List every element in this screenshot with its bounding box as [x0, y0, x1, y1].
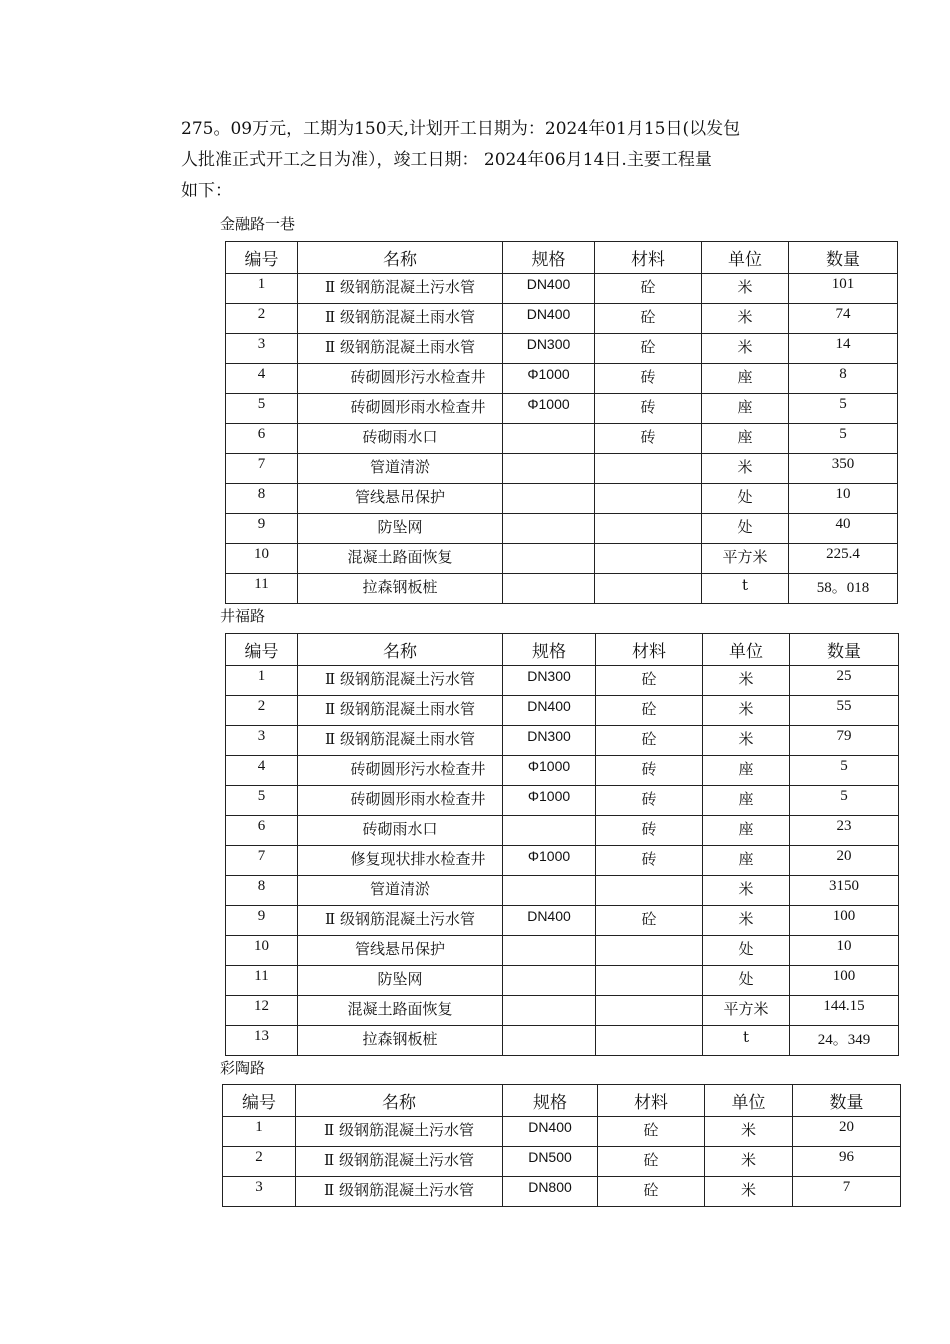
cell-spec: DN400: [503, 906, 596, 936]
cell-material: [595, 574, 702, 604]
cell-quantity: 225.4: [789, 544, 898, 574]
header-number: 编号: [223, 1085, 296, 1117]
cell-spec: [503, 514, 595, 544]
cell-spec: Φ1000: [503, 786, 596, 816]
cell-unit: 座: [703, 786, 790, 816]
intro-paragraph: [181, 114, 821, 207]
cell-material: 砼: [598, 1117, 705, 1147]
cell-unit: 座: [703, 816, 790, 846]
table-row: [223, 1117, 901, 1147]
cell-spec: [503, 544, 595, 574]
cell-quantity: 10: [789, 484, 898, 514]
cell-unit: 处: [702, 514, 789, 544]
cell-number: 6: [226, 816, 298, 846]
table-row: [226, 696, 899, 726]
cell-unit: 平方米: [703, 996, 790, 1026]
cell-number: 1: [226, 274, 298, 304]
header-name: 名称: [298, 242, 503, 274]
cell-material: [596, 876, 703, 906]
cell-name: Ⅱ 级钢筋混凝土污水管: [298, 274, 503, 304]
cell-number: 9: [226, 514, 298, 544]
cell-name: 砖砌圆形污水检查井: [298, 364, 503, 394]
cell-name: Ⅱ 级钢筋混凝土污水管: [296, 1177, 503, 1207]
cell-material: 砖: [596, 816, 703, 846]
cell-spec: [503, 816, 596, 846]
table-row: [226, 786, 899, 816]
cell-quantity: 96: [793, 1147, 901, 1177]
header-name: 名称: [296, 1085, 503, 1117]
cell-number: 2: [226, 304, 298, 334]
cell-unit: 米: [702, 454, 789, 484]
cell-material: 砼: [598, 1177, 705, 1207]
table-row: [223, 1147, 901, 1177]
cell-unit: 座: [703, 846, 790, 876]
header-name: 名称: [298, 634, 503, 666]
cell-number: 4: [226, 756, 298, 786]
table-header-row: [226, 634, 899, 666]
cell-number: 10: [226, 544, 298, 574]
cell-quantity: 79: [790, 726, 899, 756]
cell-material: [595, 514, 702, 544]
cell-number: 2: [223, 1147, 296, 1177]
header-unit: 单位: [703, 634, 790, 666]
cell-name: 砖砌雨水口: [298, 424, 503, 454]
section-title-jinronglu: 金融路一巷: [220, 215, 296, 233]
table-row: [226, 574, 898, 604]
table-row: [226, 966, 899, 996]
table-row: [226, 274, 898, 304]
quantity-table-jinronglu: [225, 241, 898, 604]
cell-name: 砖砌圆形污水检查井: [298, 756, 503, 786]
cell-material: [595, 484, 702, 514]
cell-number: 13: [226, 1026, 298, 1056]
header-material: 材料: [595, 242, 702, 274]
cell-material: [596, 936, 703, 966]
cell-quantity: 20: [793, 1117, 901, 1147]
cell-number: 9: [226, 906, 298, 936]
cell-spec: DN400: [503, 696, 596, 726]
cell-number: 12: [226, 996, 298, 1026]
cell-name: Ⅱ 级钢筋混凝土污水管: [296, 1147, 503, 1177]
cell-name: 拉森钢板桩: [298, 574, 503, 604]
cell-quantity: 14: [789, 334, 898, 364]
cell-spec: [503, 876, 596, 906]
cell-spec: DN400: [503, 1117, 598, 1147]
table-row: [223, 1177, 901, 1207]
intro-line-3: 如下：: [181, 181, 232, 201]
cell-unit: t: [703, 1026, 790, 1056]
cell-quantity: 144.15: [790, 996, 899, 1026]
cell-material: 砖: [596, 786, 703, 816]
cell-unit: 米: [705, 1177, 793, 1207]
cell-material: [596, 966, 703, 996]
cell-name: 砖砌圆形雨水检查井: [298, 394, 503, 424]
cell-spec: [503, 454, 595, 484]
table-row: [226, 846, 899, 876]
cell-quantity: 5: [790, 786, 899, 816]
cell-name: Ⅱ 级钢筋混凝土雨水管: [298, 726, 503, 756]
cell-spec: [503, 966, 596, 996]
cell-unit: 米: [705, 1117, 793, 1147]
intro-line-1: 275。09万元，工期为150天,计划开工日期为：2024年01月15日(以发包: [181, 119, 741, 139]
table-row: [226, 424, 898, 454]
cell-quantity: 100: [790, 906, 899, 936]
cell-spec: Φ1000: [503, 846, 596, 876]
table-row: [226, 1026, 899, 1056]
cell-quantity: 74: [789, 304, 898, 334]
table-row: [226, 334, 898, 364]
cell-material: 砖: [595, 424, 702, 454]
table-row: [226, 364, 898, 394]
section-title-caitaolu: 彩陶路: [220, 1059, 266, 1077]
cell-name: 管道清淤: [298, 876, 503, 906]
cell-number: 3: [223, 1177, 296, 1207]
header-spec: 规格: [503, 634, 596, 666]
table-header-row: [223, 1085, 901, 1117]
table-row: [226, 304, 898, 334]
cell-spec: DN800: [503, 1177, 598, 1207]
cell-material: 砼: [595, 334, 702, 364]
cell-unit: 米: [702, 274, 789, 304]
table-row: [226, 996, 899, 1026]
cell-name: 管线悬吊保护: [298, 484, 503, 514]
header-quantity: 数量: [789, 242, 898, 274]
table-row: [226, 394, 898, 424]
cell-name: Ⅱ 级钢筋混凝土污水管: [296, 1117, 503, 1147]
cell-number: 1: [226, 666, 298, 696]
cell-material: 砖: [596, 756, 703, 786]
cell-number: 2: [226, 696, 298, 726]
cell-material: 砼: [595, 304, 702, 334]
cell-quantity: 101: [789, 274, 898, 304]
table-row: [226, 756, 899, 786]
cell-material: 砼: [596, 906, 703, 936]
table-row: [226, 936, 899, 966]
cell-name: Ⅱ 级钢筋混凝土污水管: [298, 906, 503, 936]
header-material: 材料: [596, 634, 703, 666]
cell-number: 6: [226, 424, 298, 454]
cell-unit: 座: [703, 756, 790, 786]
cell-unit: 平方米: [702, 544, 789, 574]
cell-spec: Φ1000: [503, 394, 595, 424]
cell-number: 11: [226, 574, 298, 604]
cell-spec: DN300: [503, 334, 595, 364]
table-row: [226, 514, 898, 544]
header-number: 编号: [226, 242, 298, 274]
cell-spec: DN400: [503, 304, 595, 334]
cell-name: 管线悬吊保护: [298, 936, 503, 966]
cell-spec: [503, 574, 595, 604]
cell-unit: 米: [702, 334, 789, 364]
cell-number: 3: [226, 726, 298, 756]
cell-unit: 座: [702, 394, 789, 424]
cell-material: 砼: [596, 726, 703, 756]
cell-number: 4: [226, 364, 298, 394]
intro-line-2: 人批准正式开工之日为准），竣工日期： 2024年06月14日.主要工程量: [181, 150, 712, 170]
cell-quantity: 23: [790, 816, 899, 846]
cell-quantity: 24。349: [790, 1026, 899, 1056]
cell-spec: [503, 484, 595, 514]
cell-name: Ⅱ 级钢筋混凝土雨水管: [298, 304, 503, 334]
cell-material: 砼: [598, 1147, 705, 1177]
cell-spec: [503, 936, 596, 966]
cell-name: 防坠网: [298, 966, 503, 996]
table-row: [226, 454, 898, 484]
cell-spec: Φ1000: [503, 364, 595, 394]
cell-material: 砼: [595, 274, 702, 304]
cell-quantity: 3150: [790, 876, 899, 906]
cell-spec: DN300: [503, 726, 596, 756]
cell-name: 防坠网: [298, 514, 503, 544]
cell-material: 砖: [595, 364, 702, 394]
cell-name: 修复现状排水检查井: [298, 846, 503, 876]
header-spec: 规格: [503, 242, 595, 274]
cell-spec: Φ1000: [503, 756, 596, 786]
table-row: [226, 816, 899, 846]
cell-name: 拉森钢板桩: [298, 1026, 503, 1056]
cell-material: [596, 996, 703, 1026]
cell-spec: [503, 1026, 596, 1056]
cell-name: 管道清淤: [298, 454, 503, 484]
cell-number: 3: [226, 334, 298, 364]
table-row: [226, 906, 899, 936]
table-row: [226, 666, 899, 696]
header-quantity: 数量: [793, 1085, 901, 1117]
cell-unit: 米: [703, 666, 790, 696]
cell-quantity: 10: [790, 936, 899, 966]
cell-material: 砼: [596, 696, 703, 726]
cell-unit: 米: [705, 1147, 793, 1177]
table-header-row: [226, 242, 898, 274]
cell-spec: DN300: [503, 666, 596, 696]
cell-quantity: 5: [789, 424, 898, 454]
cell-name: 砖砌雨水口: [298, 816, 503, 846]
cell-material: 砖: [595, 394, 702, 424]
cell-unit: 米: [702, 304, 789, 334]
header-unit: 单位: [702, 242, 789, 274]
header-unit: 单位: [705, 1085, 793, 1117]
table-row: [226, 484, 898, 514]
cell-quantity: 5: [790, 756, 899, 786]
cell-quantity: 55: [790, 696, 899, 726]
cell-number: 11: [226, 966, 298, 996]
cell-name: Ⅱ 级钢筋混凝土雨水管: [298, 334, 503, 364]
cell-material: [595, 454, 702, 484]
cell-material: [595, 544, 702, 574]
cell-name: Ⅱ 级钢筋混凝土污水管: [298, 666, 503, 696]
header-spec: 规格: [503, 1085, 598, 1117]
cell-material: 砼: [596, 666, 703, 696]
cell-quantity: 58。018: [789, 574, 898, 604]
cell-spec: [503, 996, 596, 1026]
cell-quantity: 20: [790, 846, 899, 876]
cell-number: 5: [226, 786, 298, 816]
cell-quantity: 8: [789, 364, 898, 394]
table-row: [226, 876, 899, 906]
header-quantity: 数量: [790, 634, 899, 666]
cell-unit: 米: [703, 906, 790, 936]
cell-unit: 处: [702, 484, 789, 514]
cell-quantity: 100: [790, 966, 899, 996]
quantity-table-jingfulu: [225, 633, 899, 1056]
cell-name: 混凝土路面恢复: [298, 544, 503, 574]
cell-material: 砖: [596, 846, 703, 876]
cell-unit: 米: [703, 726, 790, 756]
cell-material: [596, 1026, 703, 1056]
cell-unit: t: [702, 574, 789, 604]
cell-unit: 米: [703, 696, 790, 726]
cell-number: 8: [226, 484, 298, 514]
cell-quantity: 25: [790, 666, 899, 696]
cell-quantity: 7: [793, 1177, 901, 1207]
cell-spec: DN400: [503, 274, 595, 304]
cell-number: 7: [226, 846, 298, 876]
cell-unit: 座: [702, 424, 789, 454]
cell-spec: DN500: [503, 1147, 598, 1177]
header-number: 编号: [226, 634, 298, 666]
cell-number: 8: [226, 876, 298, 906]
cell-name: 砖砌圆形雨水检查井: [298, 786, 503, 816]
cell-number: 10: [226, 936, 298, 966]
cell-unit: 座: [702, 364, 789, 394]
cell-unit: 米: [703, 876, 790, 906]
cell-number: 5: [226, 394, 298, 424]
cell-unit: 处: [703, 966, 790, 996]
quantity-table-caitaolu: [222, 1084, 901, 1207]
section-title-jingfulu: 井福路: [220, 607, 266, 625]
cell-quantity: 40: [789, 514, 898, 544]
cell-number: 7: [226, 454, 298, 484]
table-row: [226, 544, 898, 574]
cell-unit: 处: [703, 936, 790, 966]
table-row: [226, 726, 899, 756]
cell-number: 1: [223, 1117, 296, 1147]
cell-quantity: 350: [789, 454, 898, 484]
cell-name: Ⅱ 级钢筋混凝土雨水管: [298, 696, 503, 726]
cell-name: 混凝土路面恢复: [298, 996, 503, 1026]
cell-quantity: 5: [789, 394, 898, 424]
cell-spec: [503, 424, 595, 454]
header-material: 材料: [598, 1085, 705, 1117]
